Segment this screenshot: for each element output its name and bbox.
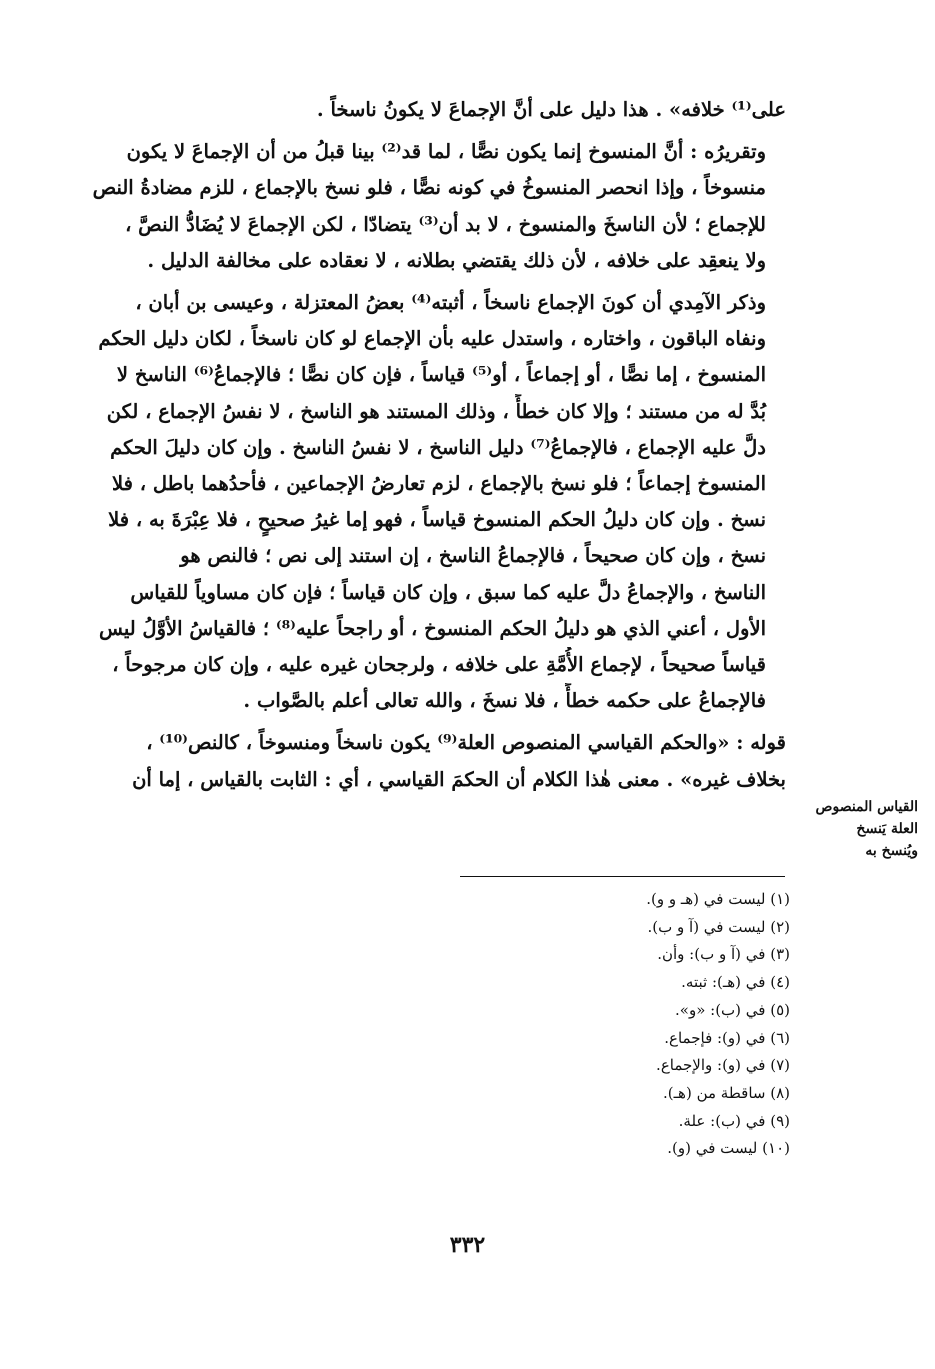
footnote: (٧) في (و): والإجماع.	[656, 1056, 790, 1075]
footnote: (٤) في (هـ): ثبته.	[681, 973, 790, 992]
text-line: المنسوخ إجماعاً ؛ فلو نسخ بالإجماع ، لزم تعارضُ الإجماعين ، فأحدُهما باطل ، فلا	[112, 472, 766, 496]
text-line: الأول ، أعني الذي هو دليلُ الحكم المنسوخ ، أو راجحاً عليه⁽⁸⁾ ؛ فالقياسُ الأوَّلُ ليس	[98, 616, 766, 640]
text-line: وذكر الآمِدي أن كونَ الإجماع ناسخاً ، أثبته⁽⁴⁾ بعضُ المعتزلة ، وعيسى بن أبان ،	[135, 291, 766, 315]
footnote-divider	[460, 876, 785, 877]
footnotes-list	[460, 886, 790, 1163]
paragraph-4	[66, 725, 786, 797]
footnote: (١) ليست في (هـ و و).	[646, 890, 790, 908]
text-line: بُدَّ له من مستند ؛ وإلا كان خطأً ، وذلك المستند هو الناسخ ، لا نفسُ الإجماع ، لكن	[106, 399, 766, 423]
text-line: قياساً صحيحاً ، لإجماع الأُمَّةِ على خلافه ، ولرجحان غيره عليه ، وإن كان مرجوحاً ،	[112, 653, 766, 677]
footnote: (١٠) ليست في (و).	[667, 1139, 790, 1158]
text-line: على⁽¹⁾ خلافه» . هذا دليل على أنَّ الإجماعَ لا يكونُ ناسخاً .	[316, 98, 786, 121]
footnote: (٩) في (ب): علة.	[678, 1111, 790, 1130]
main-text	[66, 92, 786, 798]
footnote: (٣) في (آ و ب): وأن.	[657, 945, 790, 964]
text-line: دلَّ عليه الإجماع ، فالإجماعُ⁽⁷⁾ دليل الناسخ ، لا نفسُ الناسخ . وإن كان دليلَ الحكم	[110, 435, 766, 459]
margin-note-line: ويُنسخ به	[865, 843, 918, 859]
text-line: ونفاه الباقون ، واختاره ، واستدل عليه بأن الإجماع لو كان ناسخاً ، لكان دليل الحكم	[98, 327, 766, 351]
text-line: نسخ . وإن كان دليلُ الحكم المنسوخ قياساً ، فهو إما غيرُ صحيحٍ ، فلا عِبْرَةَ به ، فلا	[108, 508, 766, 532]
text-line: ولا ينعقِد على خلافه ، لأن ذلك يقتضي بطلانه ، لا نعقاده على مخالفة الدليل .	[147, 248, 766, 272]
text-line: بخلاف غيره» . معنى هٰذا الكلام أن الحكمَ القياسي ، أي : الثابت بالقياس ، إما أن	[132, 767, 786, 791]
footnote: (٢) ليست في (آ و ب).	[647, 917, 790, 936]
paragraph-2	[66, 134, 786, 279]
text-line: الناسخ ، والإجماعُ دلَّ عليه كما سبق ، وإن كان قياساً ؛ فإن كان مساوياً للقياس	[130, 580, 766, 604]
paragraph-1	[66, 92, 786, 128]
margin-note	[800, 796, 918, 862]
text-line: منسوخاً ، وإذا انحصر المنسوخُ في كونه نصًّا ، فلو نسخ بالإجماع ، للزم مضادةُ النص	[92, 176, 766, 200]
text-line: نسخ ، وإن كان صحيحاً ، فالإجماعُ الناسخ ، إن استند إلى نص ؛ فالنص هو	[180, 544, 766, 568]
text-line: المنسوخ ، إما نصًّا ، أو إجماعاً ، أو⁽⁵⁾ قياساً ، فإن كان نصًّا ؛ فالإجماعُ⁽⁶⁾ الناسخ لا	[116, 363, 766, 387]
text-line: قوله : «والحكم القياسي المنصوص العلة⁽⁹⁾ يكون ناسخاً ومنسوخاً ، كالنص⁽¹⁰⁾ ،	[146, 731, 786, 755]
margin-note-line: العلة يَنسخ	[856, 821, 918, 837]
footnote: (٦) في (و): فإجماع.	[664, 1028, 790, 1047]
text-line: فالإجماعُ على حكمه خطأً ، فلا نسخَ ، والله تعالى أعلم بالصَّواب .	[243, 689, 766, 713]
margin-note-line: القياس المنصوص	[815, 799, 918, 815]
footnote: (٨) ساقطة من (هـ).	[663, 1083, 790, 1102]
paragraph-3	[66, 285, 786, 719]
footnote: (٥) في (ب): «و».	[675, 1000, 790, 1019]
text-line: للإجماع ؛ لأن الناسخَ والمنسوخ ، لا بد أن⁽³⁾ يتضادّا ، لكن الإجماعَ لا يُضَادُّ النصَّ ،	[125, 212, 766, 236]
page-number: ٣٣٢	[449, 1232, 486, 1258]
text-line: وتقريرُه : أنَّ المنسوخ إنما يكون نصًّا ، لما قد⁽²⁾ بينا قبلُ من أن الإجماعَ لا يكون	[126, 140, 766, 164]
